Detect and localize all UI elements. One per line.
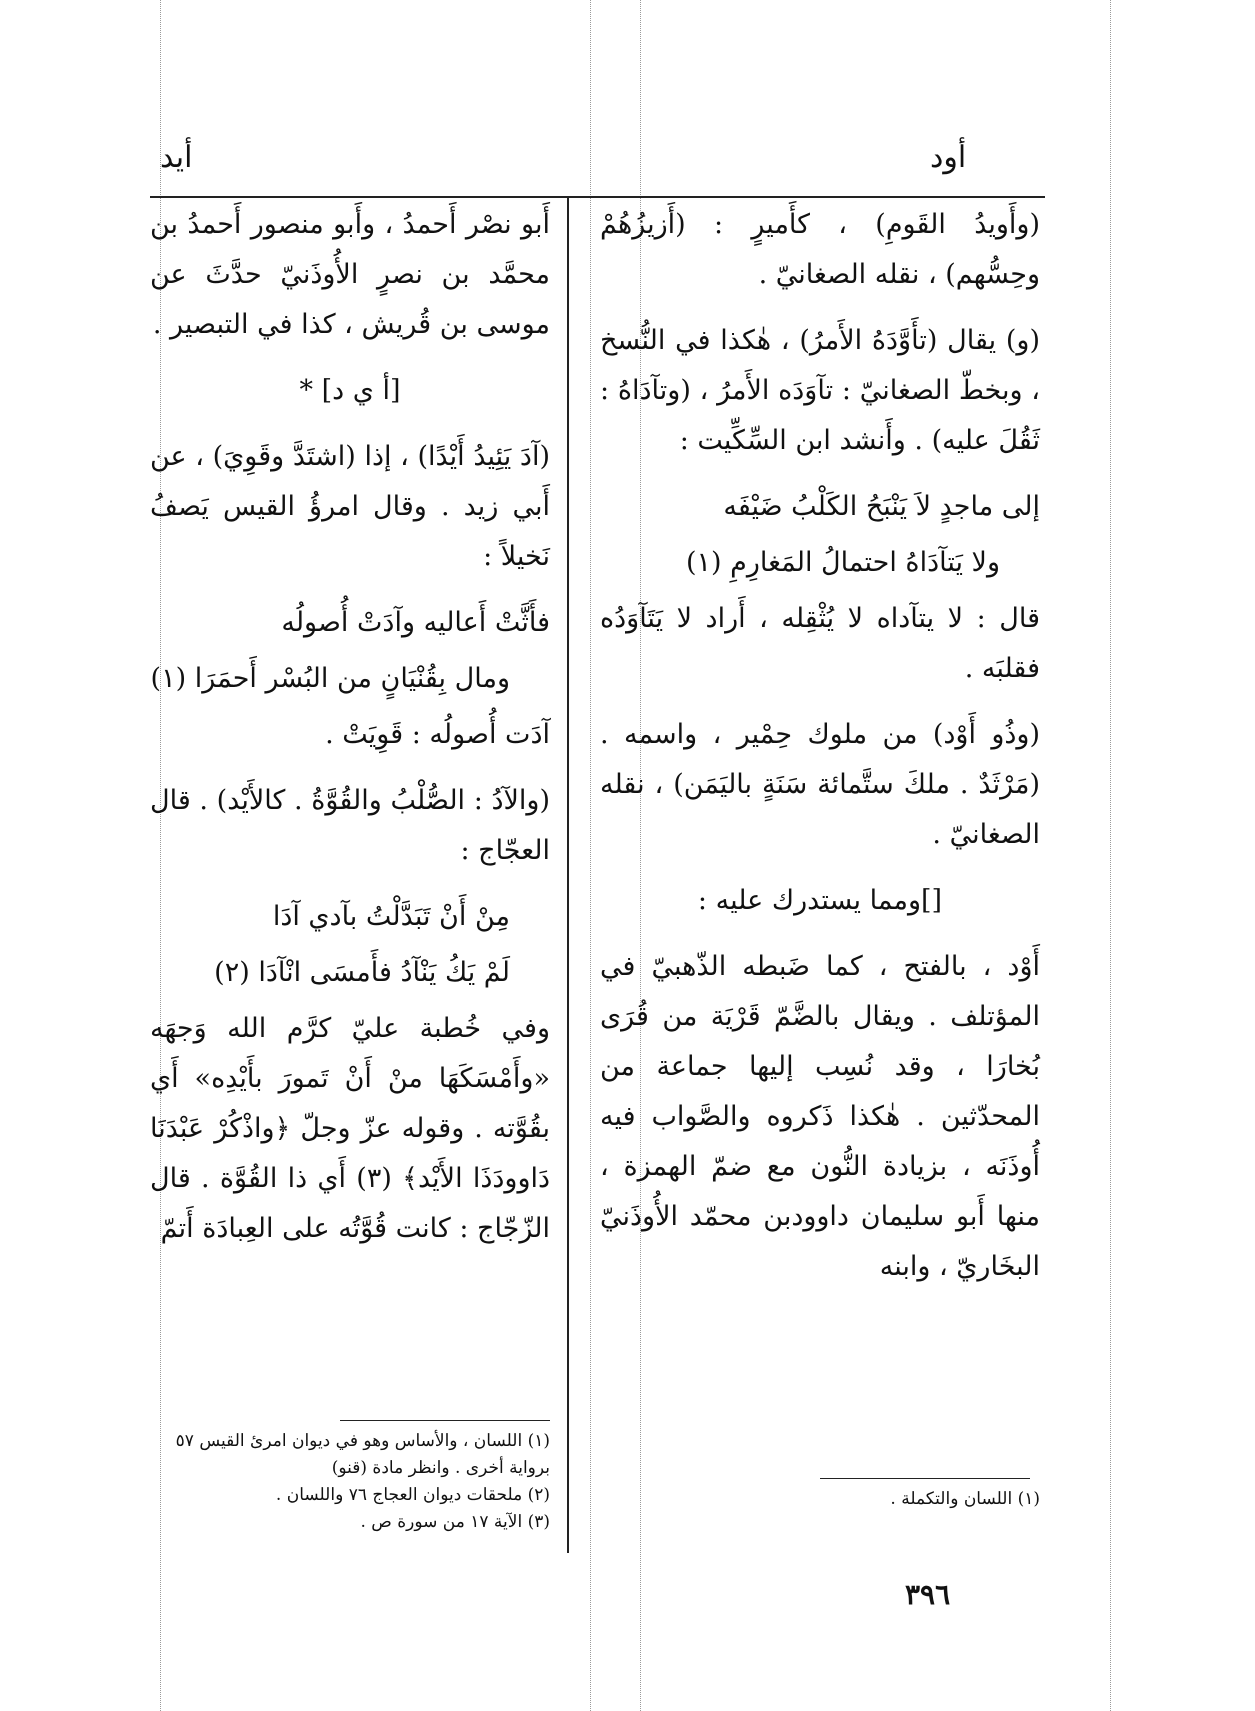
paragraph: (وذُو أَوْد) من ملوك حِمْير ، واسمه . (مَرْثَدٌ . ملكَ ستَّمائة سَنَةٍ باليَمَن) ، نقله الصغانيّ . (600, 719, 1040, 850)
paragraph: أَبو نصْر أَحمدُ ، وأَبو منصور أَحمدُ بن محمَّد بن نصرٍ الأُوذَنيّ حدَّثَ عن موسى بن قُريش ، كذا في التبصير . (150, 209, 550, 340)
paragraph: []ومما يستدرك عليه : (697, 885, 943, 916)
running-head-left: أيد (160, 140, 193, 175)
verse-line: لَمْ يَكُ يَنْآدُ فأَمسَى انْآدَا (٢) (214, 957, 510, 988)
running-head-right: أود (930, 140, 967, 175)
footnote-rule-left (340, 1420, 550, 1421)
scan-guide-line (590, 0, 591, 1711)
footnotes-left (150, 1428, 550, 1536)
footnote: (١) اللسان والتكملة . (890, 1489, 1040, 1509)
paragraph: آدَت أُصولُه : قَوِيَتْ . (325, 719, 550, 750)
paragraph: وفي خُطبة عليّ كرَّم الله وَجهَه «وأَمْسَكَهَا منْ أَنْ تَمورَ بأَيْدِه» أَي بقُوَّته . وقوله عزّ وجلّ ﴿واذْكُرْ عَبْدَنَا دَاوودَذَا الأَيْد﴾ (٣) أَي ذا القُوَّة . قال الزّجّاج : كانت قُوَّتُه على العِبادَة أَتمّ (150, 1013, 551, 1244)
paragraph: (آدَ يَئِيدُ أَيْدًا) ، إذا (اشتَدَّ وقَوِيَ) ، عن أَبي زيد . وقال امرؤُ القيس يَصفُ نَخيلاً : (150, 441, 550, 572)
verse-line: ولا يَتآدَاهُ احتمالُ المَغارِمِ (١) (685, 547, 1000, 578)
scan-guide-line (1110, 0, 1111, 1711)
column-divider (567, 198, 569, 1553)
footnote: (٣) الآية ١٧ من سورة ص . (360, 1512, 550, 1532)
verse-line: فأَثَّتْ أَعاليه وآدَتْ أُصولُه (281, 607, 550, 638)
footnotes-right (600, 1486, 1040, 1513)
paragraph: قال : لا يتآداه لا يُثْقِله ، أَراد لا يَتَآوَدُه فقلبَه . (600, 603, 1040, 684)
footnote: (٢) ملحقات ديوان العجاج ٧٦ واللسان . (275, 1485, 550, 1505)
paragraph: (والآدُ : الصُّلْبُ والقُوَّةُ . كالأَيْد) . قال العجّاج : (150, 785, 550, 866)
entry-heading: [أ ي د] * (299, 375, 401, 406)
header-rule (150, 196, 1045, 198)
paragraph: (وأَويدُ القَومِ) ، كأَميرٍ : (أَزيزُهُمْ وحِسُّهم) ، نقله الصغانيّ . (600, 209, 1040, 290)
footnote-rule-right (820, 1478, 1030, 1479)
paragraph: (و) يقال (تأَوَّدَهُ الأَمرُ) ، هٰكذا في النُّسخ ، وبخطّ الصغانيّ : تآوَدَه الأَمرُ ، (وتآدَاهُ : ثَقُلَ عليه) . وأَنشد ابن السِّكِّيت : (600, 325, 1040, 456)
page-number: ٣٩٦ (905, 1578, 951, 1611)
verse-line: ومال بِقُنْيَانٍ من البُسْر أَحمَرَا (١) (150, 663, 510, 694)
right-column (600, 200, 1040, 1308)
verse-line: إلى ماجدٍ لاَ يَنْبَحُ الكَلْبُ ضَيْفَه (723, 491, 1040, 522)
verse-line: مِنْ أَنْ تَبَدَّلْتُ بآدي آدَا (272, 901, 510, 932)
footnote: (١) اللسان ، والأساس وهو في ديوان امرئ القيس ٥٧ برواية أخرى . وانظر مادة (قنو) (175, 1431, 550, 1478)
left-column (150, 200, 550, 1270)
paragraph: أَوْد ، بالفتح ، كما ضَبطه الذّهبيّ في المؤتلف . ويقال بالضَّمّ قَرْيَة من قُرَى بُخارَا ، وقد نُسِب إليها جماعة من المحدّثين . هٰكذا ذَكروه والصَّواب فيه أُوذَنَه ، بزيادة النُّون مع ضمّ الهمزة ، منها أَبو سليمان داوودبن محمّد الأُوذَنيّ البخَاريّ ، وابنه (600, 951, 1040, 1282)
